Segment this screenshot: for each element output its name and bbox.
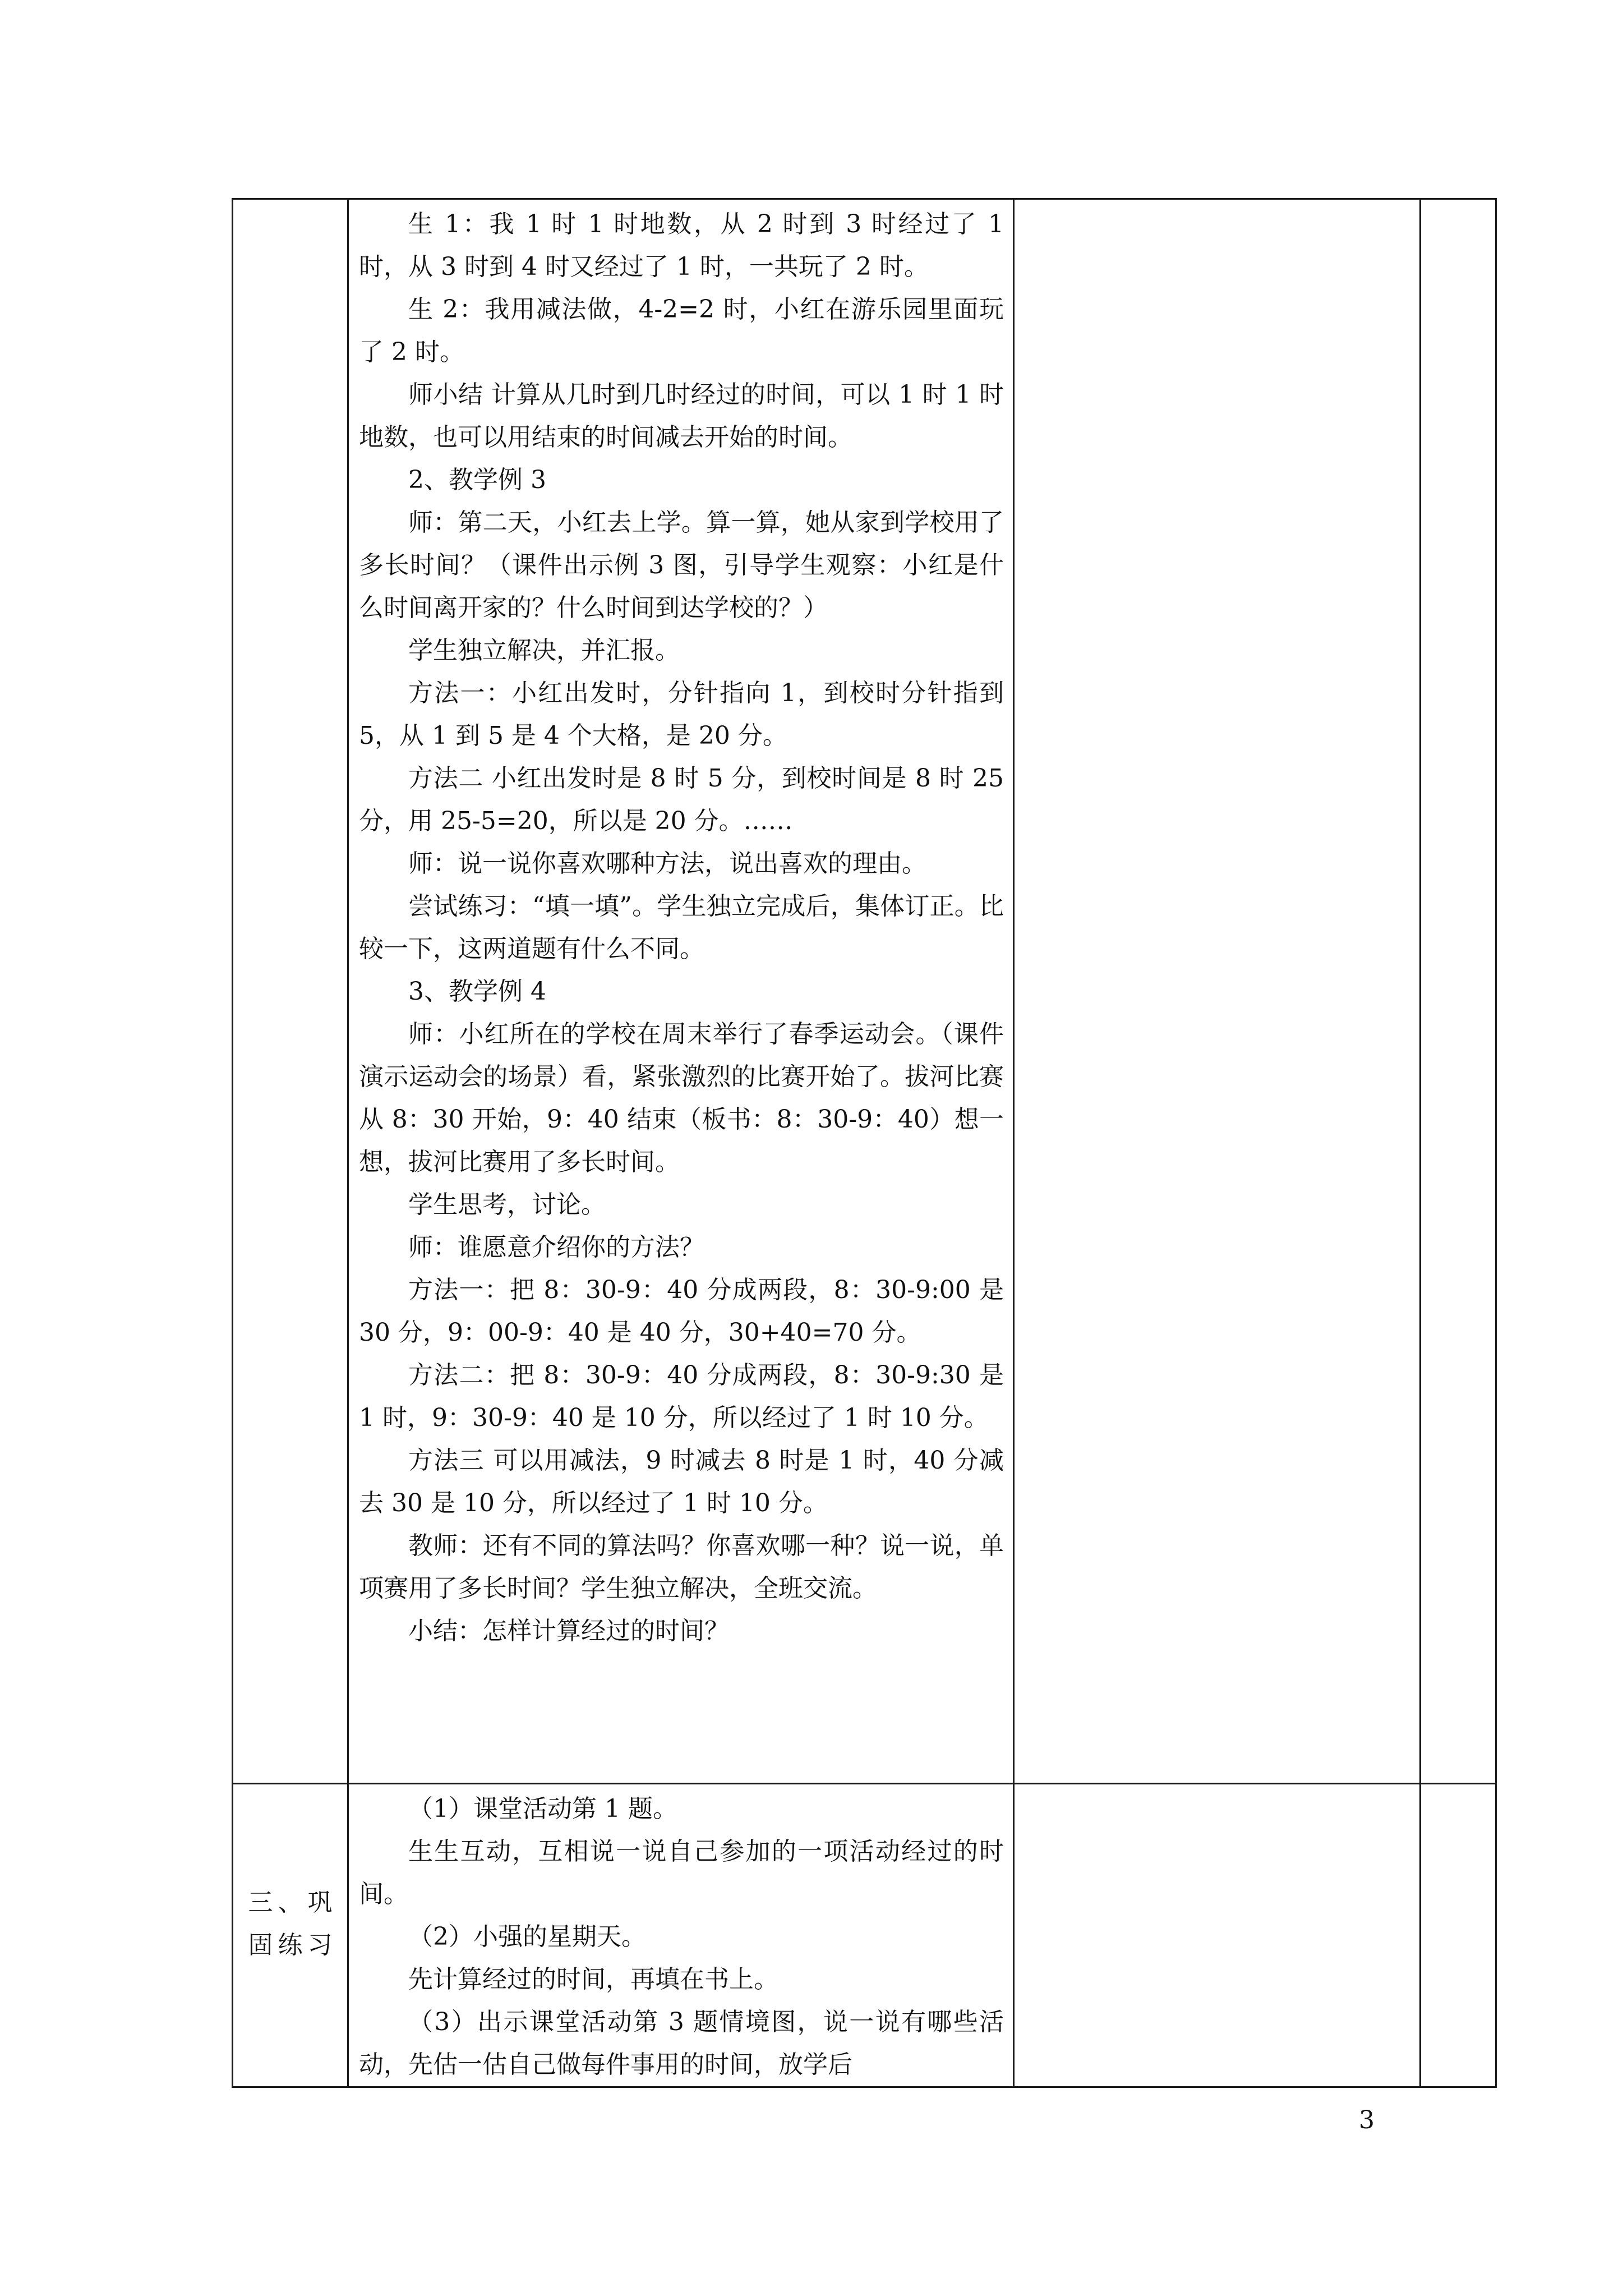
process-paragraph: （2）小强的星期天。 [408,1922,646,1951]
extra-cell [1421,1784,1496,2087]
process-paragraph: 师：说一说你喜欢哪种方法，说出喜欢的理由。 [408,849,926,878]
process-paragraph: 生 2：我用减法做，4-2=2 时，小红在游乐园里面玩了 2 时。 [359,295,1004,366]
process-paragraph: 师：谁愿意介绍你的方法？ [408,1233,704,1262]
process-paragraph: 学生思考，讨论。 [408,1190,606,1219]
notes-cell [1014,1784,1421,2087]
process-paragraph: 方法二 小红出发时是 8 时 5 分，到校时间是 8 时 25 分，用 25-5=20，所以是 20 分。…… [359,764,1004,835]
process-paragraph: 方法二：把 8：30-9：40 分成两段，8：30-9:30 是 1 时，9：30-9：40 是 10 分，所以经过了 1 时 10 分。 [359,1361,1004,1432]
teaching-process-cell [348,199,1014,1784]
table-row [233,1784,1496,2087]
process-paragraph: 师：小红所在的学校在周末举行了春季运动会。（课件演示运动会的场景）看，紧张激烈的比赛开始了。拔河比赛从 8：30 开始，9：40 结束（板书：8：30-9：40）想一想，拔河比赛用了多长时间。 [359,1020,1004,1176]
stage-cell [233,199,348,1784]
page-number: 3 [1359,2106,1375,2134]
section-heading: 3、教学例 4 [408,977,546,1006]
process-paragraph: 方法三 可以用减法，9 时减去 8 时是 1 时，40 分减去 30 是 10 分，所以经过了 1 时 10 分。 [359,1446,1004,1517]
process-paragraph: 生生互动，互相说一说自己参加的一项活动经过的时间。 [359,1837,1004,1908]
process-paragraph: 方法一：把 8：30-9：40 分成两段，8：30-9:00 是 30 分，9：00-9：40 是 40 分，30+40=70 分。 [359,1276,1004,1347]
process-paragraph: 师：第二天，小红去上学。算一算，她从家到学校用了多长时间？（课件出示例 3 图，引导学生观察：小红是什么时间离开家的？什么时间到达学校的？） [359,508,1004,622]
process-paragraph: 师小结 计算从几时到几时经过的时间，可以 1 时 1 时地数，也可以用结束的时间减去开始的时间。 [359,380,1004,452]
extra-cell [1421,199,1496,1784]
process-paragraph: 先计算经过的时间，再填在书上。 [408,1965,778,1994]
notes-cell [1014,199,1421,1784]
stage-label: 三、巩固练习 [248,1888,333,1959]
process-paragraph: （3）出示课堂活动第 3 题情境图，说一说有哪些活动，先估一估自己做每件事用的时间，放学后 [359,2008,1004,2079]
teaching-process-cell [348,1784,1014,2087]
process-paragraph: （1）课堂活动第 1 题。 [408,1795,677,1823]
process-paragraph: 生 1：我 1 时 1 时地数，从 2 时到 3 时经过了 1 时，从 3 时到 4 时又经过了 1 时，一共玩了 2 时。 [359,210,1004,281]
summary-paragraph: 小结：怎样计算经过的时间？ [408,1617,729,1645]
lesson-plan-table [232,198,1497,2088]
process-paragraph: 教师：还有不同的算法吗？你喜欢哪一种？说一说，单项赛用了多长时间？学生独立解决，全班交流。 [359,1531,1004,1603]
stage-cell [233,1784,348,2087]
process-paragraph: 尝试练习：“填一填”。学生独立完成后，集体订正。比较一下，这两道题有什么不同。 [359,892,1004,963]
table-row [233,199,1496,1784]
process-paragraph: 方法一：小红出发时，分针指向 1，到校时分针指到 5，从 1 到 5 是 4 个大格，是 20 分。 [359,679,1004,750]
process-paragraph: 学生独立解决，并汇报。 [408,636,680,665]
section-heading: 2、教学例 3 [408,466,546,494]
